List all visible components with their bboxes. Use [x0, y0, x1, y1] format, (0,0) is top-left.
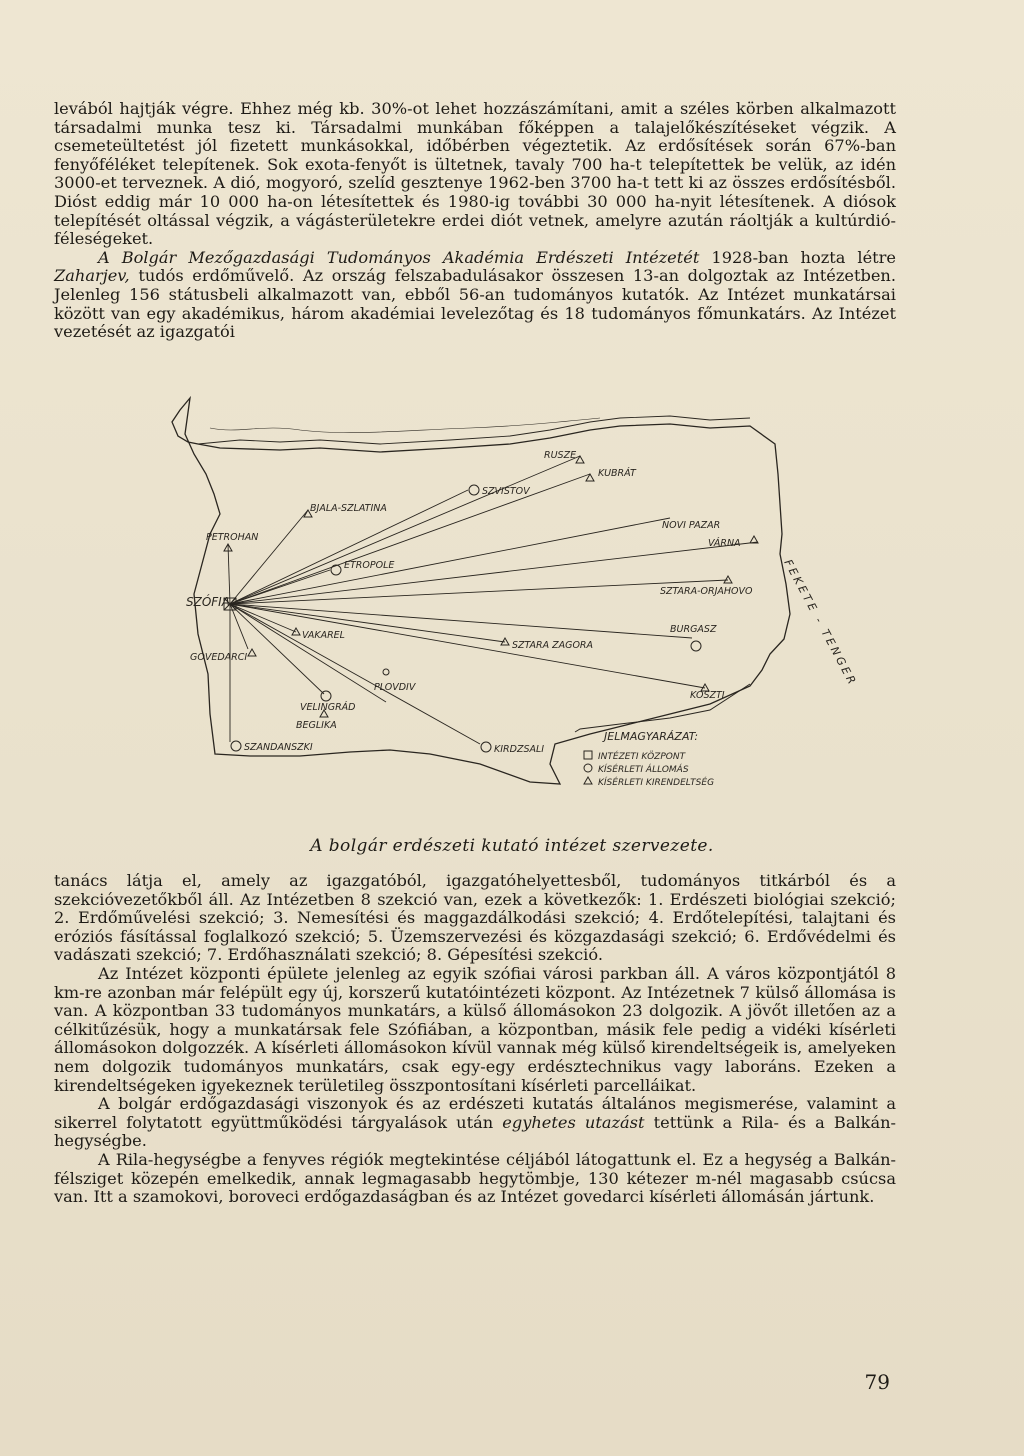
label-varna: VÁRNA [708, 538, 741, 549]
line-stara-oryahovo [230, 580, 728, 604]
paragraph-trip [54, 1095, 896, 1151]
line-plovdiv [230, 604, 386, 702]
line-stara-zagora [230, 604, 505, 642]
label-stara-oryahovo: SZTARA-ORJAHOVO [660, 586, 753, 597]
emphasis-trip: egyhetes utazást [502, 1112, 645, 1132]
paragraph-building: Az Intézet központi épülete jelenleg az egyik szófiai városi parkban áll. A város központjától 8 km-re azonban már felépült egy új, korszerű kutatóintézeti központ. Az Intézetnek 7 külső állomása is van. A központban 33 tudományos munkatárs, a külső állomásokon 23 dolgozik. A jövőt illetően az a célkitűzésük, hogy a munkatársak fele Szófiában, a központban, másik fele pedig a vidéki kísérleti állomásokon dolgozzék. A kísérleti állomásokon kívül vannak még külső kirendeltségeik is, amelyeken nem dolgozik tudományos munkatárs, csak egy-egy erdésztechnikus vagy laboráns. Ezeken a kirendeltségeken igyekeznek területileg összpontosítani kísérleti parcelláikat. [54, 963, 896, 1095]
map-legend [584, 730, 714, 788]
institute-name: A Bolgár Mezőgazdasági Tudományos Akadémia Erdészeti Intézetét [98, 247, 700, 267]
line-kosti [230, 604, 705, 688]
legend-title: JELMAGYARÁZAT: [604, 730, 699, 743]
paragraph-rila: A Rila-hegységbe a fenyves régiók megtekintése céljából látogattunk el. Ez a hegység a Balkán-félsziget közepén emelkedik, annak legmagasabb hegytömbje, 130 kétezer m-nél magasabb csúcsa van. Itt a szamokovi, boroveci erdőgazdaságban és az Intézet govedarci kísérleti állomásán jártunk. [54, 1149, 896, 1207]
stara-oryahovo-branch-marker [724, 576, 732, 583]
founder-name: Zaharjev, [54, 266, 130, 286]
legend-center-symbol [584, 751, 592, 759]
bulgaria-institute-map [150, 384, 910, 814]
burgas-station-marker [691, 641, 701, 651]
govedarci-branch-marker [248, 649, 256, 656]
label-velingrad: VELINGRÁD [300, 702, 356, 713]
label-svistov: SZVISTOV [482, 486, 530, 497]
label-govedarci: GOVEDARCI [190, 652, 248, 663]
label-stara-zagora: SZTARA ZAGORA [512, 640, 594, 651]
paragraph-sections: tanács látja el, amely az igazgatóból, igazgatóhelyettesből, tudományos titkárból és a szekcióvezetőkből áll. Az Intézetben 8 szekció van, ezek a következők: 1. Erdészeti biológiai szekció; 2. Erdőművelési szekció; 3. Nemesítési és maggazdálkodási szekció; 4. Erdőtelepítési, talajtani és eróziós fásítással foglalkozó szekció; 5. Üzemszervezési és közgazdasági szekció; 6. Erdővédelmi és vadászati szekció; 7. Erdőhasználati szekció; 8. Gépesítési szekció. [54, 871, 896, 965]
sandanski-station-marker [231, 741, 241, 751]
label-novi-pazar: NOVI PAZAR [662, 520, 721, 531]
label-plovdiv: PLOVDIV [374, 682, 416, 693]
line-kirdzsali [230, 604, 480, 744]
text-segment: 1928-ban hozta létre [699, 247, 896, 267]
text-segment: tudós erdőművelő. Az ország felszabadulásakor összesen 13-an dolgoztak az Intézetben. Jelenleg 156 státusbeli alkalmazott van, ebből 56-an tudományos kutatók. Az Intézet munkatársai között van egy akadémikus, három akadémiai levelezőtag és 18 tudományos főmunkatárs. Az Intézet vezetését az igazgatói [54, 266, 896, 342]
paragraph-institute-history [54, 249, 896, 342]
label-kubrat: KUBRÁT [598, 468, 636, 479]
label-beglika: BEGLIKA [296, 720, 337, 731]
figure-caption: A bolgár erdészeti kutató intézet szervezete. [310, 836, 714, 856]
label-burgas: BURGASZ [670, 624, 717, 635]
label-byala-slatina: BJALA-SZLATINA [310, 503, 387, 514]
label-etropole: ETROPOLE [344, 560, 395, 571]
page-number: 79 [864, 1370, 890, 1394]
label-ruse: RUSZE [544, 450, 577, 461]
top-text-block [54, 100, 896, 342]
svistov-station-marker [469, 485, 479, 495]
paragraph-forestation: levából hajtják végre. Ehhez még kb. 30%-ot lehet hozzászámítani, amit a széles körben alkalmazott társadalmi munka tesz ki. Társadalmi munkában főképpen a talajelőkészítéseket végzik. A csemeteültetést jól fizetett munkásokkal, időbérben végeztetik. Az erdősítések során 67%-ban fenyőféléket telepítenek. Sok exota-fenyőt is ültetnek, tavaly 700 ha-t telepítettek be velük, az idén 3000-et terveznek. A dió, mogyoró, szelíd gesztenye 1962-ben 3700 ha-t tett ki az összes erdősítésből. Dióst eddig már 10 000 ha-on létesítettek és 1980-ig további 30 000 ha-nyit létesítenek. A diósok telepítését oltással végzik, a vágásterületekre erdei diót vetnek, amelyre azután ráoltják a kultúrdió-féleségeket. [54, 99, 896, 249]
plovdiv-marker [383, 669, 389, 675]
etropole-station-marker [331, 565, 341, 575]
legend-item-station: KÍSÉRLETI ÁLLOMÁS [598, 765, 689, 775]
label-sandanski: SZANDANSZKI [244, 742, 313, 753]
label-kosti: KOSZTI [690, 690, 725, 701]
label-black-sea: FEKETE - TENGER [781, 557, 860, 689]
legend-station-symbol [584, 764, 592, 772]
label-petrohan: PETROHAN [206, 532, 259, 543]
text-segment: A bolgár erdőgazdasági viszonyok és az erdészeti kutatás általános megismerése, valamint a sikerrel folytatott együttműködési tárgyalások után [54, 1094, 896, 1132]
legend-branch-symbol [584, 777, 592, 784]
bottom-text-block [54, 872, 896, 1207]
label-sofia: SZÓFIA [186, 595, 230, 609]
connection-lines [228, 456, 758, 744]
label-kirdzsali: KIRDZSALI [494, 744, 545, 755]
line-novi-pazar [230, 518, 670, 604]
legend-item-branch: KÍSÉRLETI KIRENDELTSÉG [598, 778, 715, 788]
velingrad-station-marker [321, 691, 331, 701]
text-segment: tettünk a Rila- és a Balkán-hegységbe. [54, 1112, 897, 1151]
legend-item-center: INTÉZETI KÖZPONT [598, 752, 686, 762]
label-vakarel: VAKAREL [302, 630, 345, 641]
danube-river [198, 416, 750, 444]
kirdzsali-station-marker [481, 742, 491, 752]
danube-river-shade [210, 418, 600, 433]
line-ruse [230, 456, 580, 604]
vakarel-branch-marker [292, 628, 300, 635]
